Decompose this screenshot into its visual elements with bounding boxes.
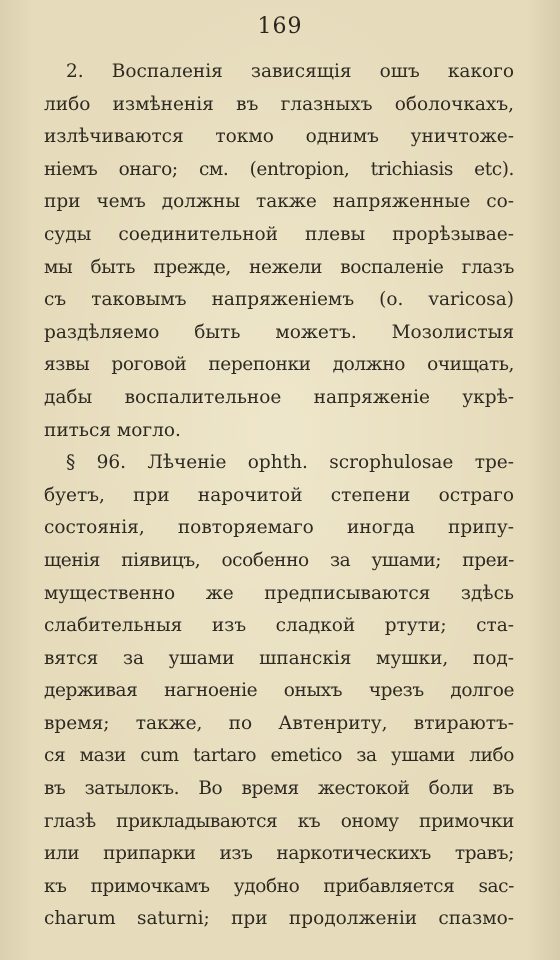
text-line: суды соединительной плевы прорѣзывае- bbox=[44, 223, 514, 245]
text-line: къ примочкамъ удобно прибавляется sac- bbox=[44, 875, 514, 897]
text-line: мущественно же предписываются здѣсь bbox=[44, 582, 514, 604]
text-line: питься могло. bbox=[44, 419, 181, 441]
text-line: ся мази cum tartaro emetico за ушами либо bbox=[44, 745, 514, 767]
text-line: время; также, по Автенриту, втираютъ- bbox=[44, 712, 514, 734]
text-line: излѣчиваются токмо однимъ уничтоже- bbox=[44, 126, 514, 148]
text-line: при чемъ должны также напряженные со- bbox=[44, 191, 514, 213]
text-line: буетъ, при нарочитой степени остраго bbox=[44, 484, 514, 506]
text-line: глазѣ прикладываются къ оному примочки bbox=[44, 810, 514, 832]
text-line: дабы воспалительное напряженіе укрѣ- bbox=[44, 386, 514, 408]
page-number: 169 bbox=[257, 14, 303, 39]
text-line: щенія піявицъ, особенно за ушами; преи- bbox=[44, 549, 514, 571]
text-line: раздѣляемо быть можетъ. Мозолистыя bbox=[44, 321, 514, 343]
section-heading-line: § 96. Лѣченіе ophth. scrophulosae тре- bbox=[66, 452, 514, 474]
text-line: вятся за ушами шпанскія мушки, под- bbox=[44, 647, 514, 669]
text-line: въ затылокъ. Во время жестокой боли въ bbox=[44, 778, 514, 800]
text-line: язвы роговой перепонки должно очищать, bbox=[44, 354, 514, 376]
text-line: слабительныя изъ сладкой ртути; ста- bbox=[44, 615, 514, 637]
text-line: состоянія, повторяемаго иногда припу- bbox=[44, 517, 514, 539]
text-line: charum saturni; при продолженіи спазмо- bbox=[44, 908, 514, 930]
text-line: или припарки изъ наркотическихъ травъ; bbox=[44, 843, 514, 865]
text-line: держивая нагноеніе оныхъ чрезъ долгое bbox=[44, 680, 514, 702]
text-line: ніемъ онаго; см. (entropion, trichiasis etc). bbox=[44, 158, 514, 180]
text-line: 2. Воспаленія зависящія ошъ какого bbox=[66, 61, 514, 82]
text-line: мы быть прежде, нежели воспаленіе глазъ bbox=[44, 256, 514, 278]
body-text bbox=[44, 56, 514, 936]
text-line: съ таковымъ напряженіемъ (о. varicosa) bbox=[44, 289, 514, 311]
text-line: либо измѣненія въ глазныхъ оболочкахъ, bbox=[44, 93, 514, 115]
